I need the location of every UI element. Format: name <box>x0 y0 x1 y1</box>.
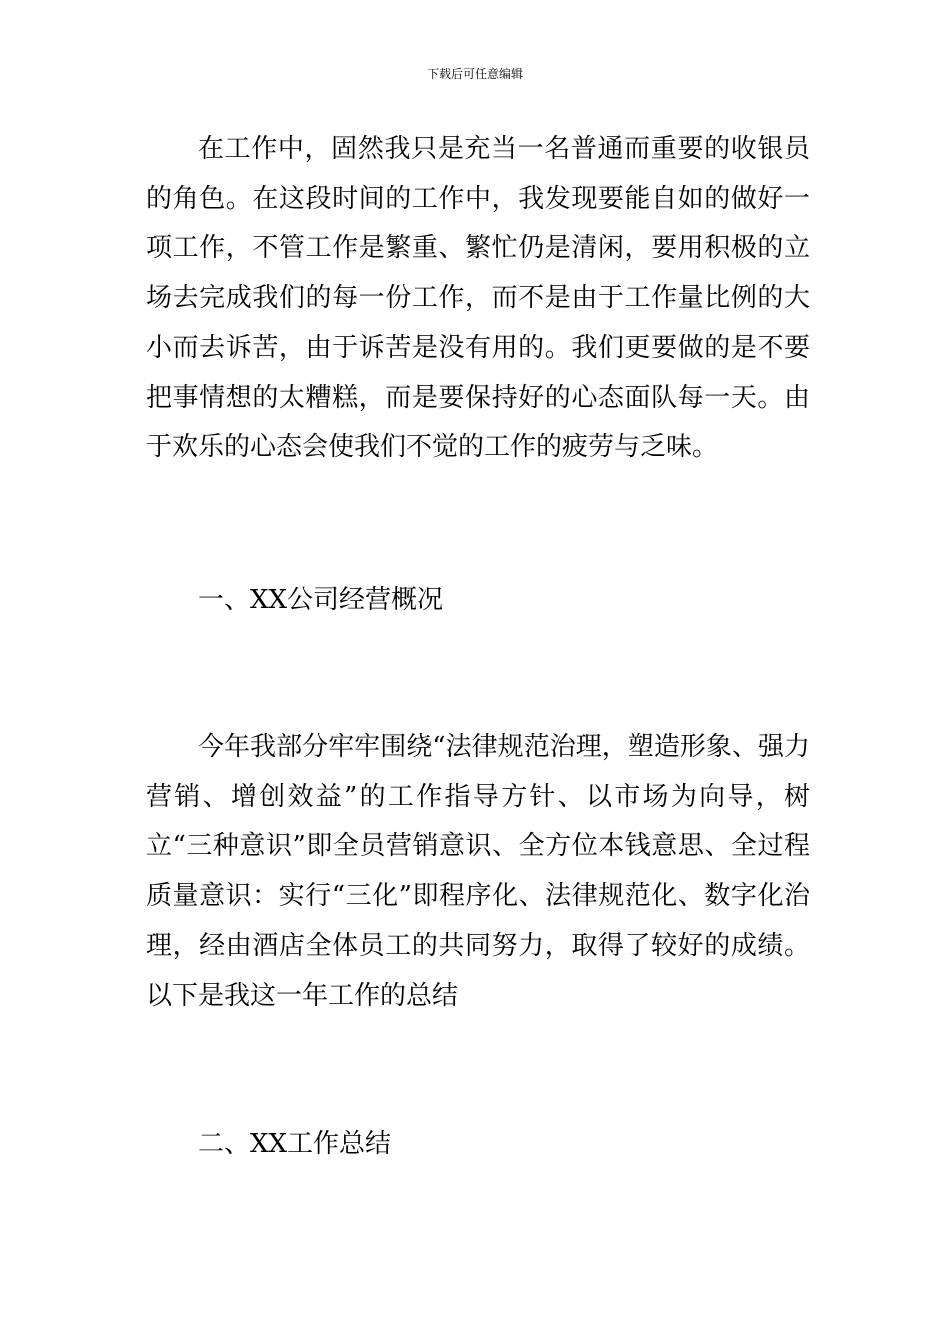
paragraph-department-work: 今年我部分牢牢围绕“法律规范治理，塑造形象、强力营销、增创效益”的工作指导方针、以市场为向导，树立“三种意识”即全员营销意识、全方位本钱意思、全过程质量意识：实行“三化”即程序化、法律规范化、数字化治理，经由酒店全体员工的共同努力，取得了较好的成绩。以下是我这一年工作的总结 <box>146 732 810 1011</box>
paragraph-cashier-role: 在工作中，固然我只是充当一名普通而重要的收银员的角色。在这段时间的工作中，我发现要能自如的做好一项工作，不管工作是繁重、繁忙仍是清闲，要用积极的立场去完成我们的每一份工作，而不是由于工作量比例的大小而去诉苦，由于诉苦是没有用的。我们更要做的是不要把事情想的太糟糕，而是要保持好的心态面队每一天。由于欢乐的心态会使我们不觉的工作的疲劳与乏味。 <box>146 134 810 463</box>
section-heading-work-summary: 二、XX工作总结 <box>198 1129 392 1159</box>
header-note: 下载后可任意编辑 <box>426 67 523 81</box>
section-heading-company-overview: 一、XX公司经营概况 <box>198 585 444 615</box>
